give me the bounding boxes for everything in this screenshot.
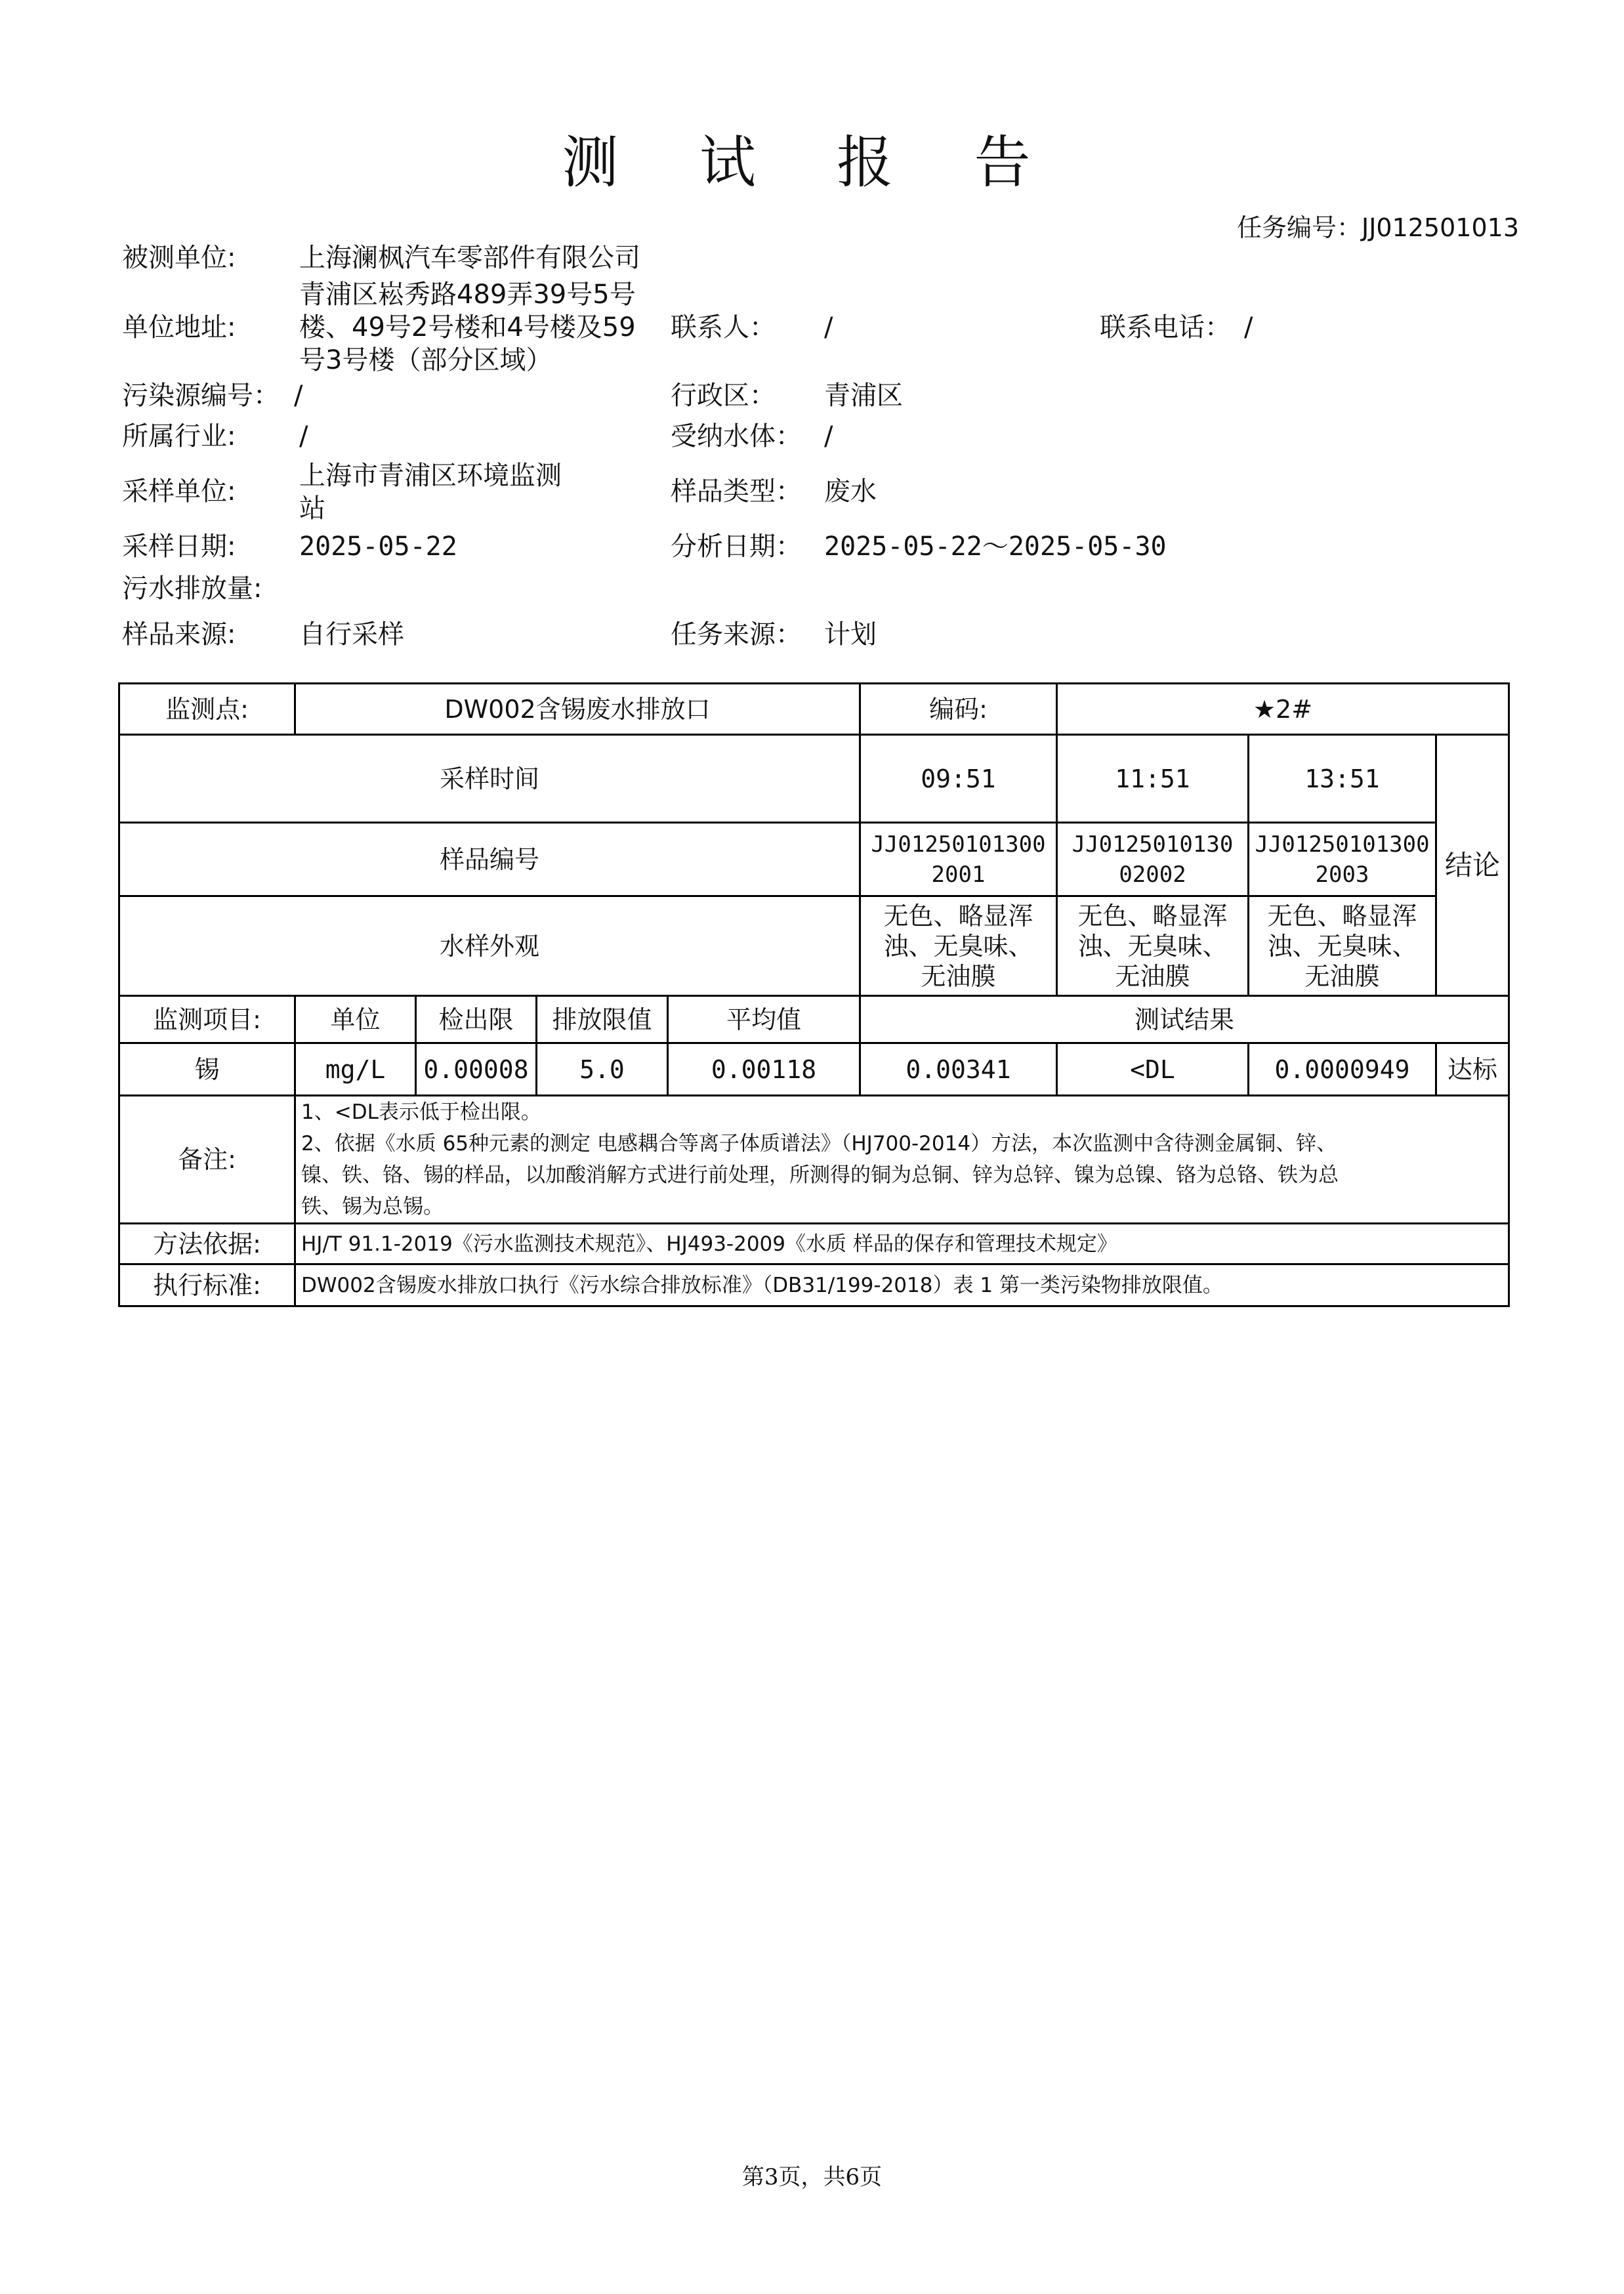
sample-no-1: JJ01250101300 2001 xyxy=(860,823,1057,896)
sample-no-row xyxy=(119,823,1509,896)
sample-no-2: JJ0125010130 02002 xyxy=(1057,823,1249,896)
page-indicator: 第3页，共6页 xyxy=(741,2164,883,2190)
item-cell: 锡 xyxy=(119,1043,295,1096)
average-header: 平均值 xyxy=(668,996,860,1043)
phone-value: / xyxy=(1244,312,1253,343)
task-number: 任务编号：JJ012501013 xyxy=(1236,213,1519,242)
receiving-value: / xyxy=(824,421,833,451)
sample-type-label: 样品类型： xyxy=(671,476,802,507)
results-header: 测试结果 xyxy=(860,996,1509,1043)
industry-label: 所属行业: xyxy=(122,421,236,451)
appearance-1: 无色、略显浑 浊、无臭味、 无油膜 xyxy=(860,896,1057,996)
report-title: 测 试 报 告 xyxy=(562,130,1062,196)
average-cell: 0.00118 xyxy=(668,1043,860,1096)
task-source-value: 计划 xyxy=(824,619,877,650)
phone-label: 联系电话： xyxy=(1100,312,1231,343)
method-label: 方法依据: xyxy=(119,1224,295,1264)
unit-header: 单位 xyxy=(295,996,416,1043)
header-row xyxy=(119,996,1509,1043)
time-2: 11:51 xyxy=(1057,735,1249,823)
detection-limit-header: 检出限 xyxy=(416,996,537,1043)
sample-no-3: JJ01250101300 2003 xyxy=(1249,823,1436,896)
sample-time-row xyxy=(119,735,1509,823)
analysis-date-label: 分析日期： xyxy=(671,532,802,562)
contact-value: / xyxy=(824,312,833,343)
time-1: 09:51 xyxy=(860,735,1057,823)
conclusion-label: 结论 xyxy=(1436,735,1509,996)
discharge-limit-header: 排放限值 xyxy=(537,996,668,1043)
method-value: HJ/T 91.1-2019《污水监测技术规范》、HJ493-2009《水质 样品的保存和管理技术规定》 xyxy=(295,1224,1509,1264)
result-2-cell: <DL xyxy=(1057,1043,1249,1096)
result-1-cell: 0.00341 xyxy=(860,1043,1057,1096)
standard-label: 执行标准: xyxy=(119,1264,295,1306)
pollution-no-value: / xyxy=(294,381,303,411)
sample-no-label: 样品编号 xyxy=(119,823,860,896)
appearance-3: 无色、略显浑 浊、无臭味、 无油膜 xyxy=(1249,896,1436,996)
time-label: 采样时间 xyxy=(119,735,860,823)
sampler-label: 采样单位: xyxy=(122,476,236,507)
result-3-cell: 0.0000949 xyxy=(1249,1043,1436,1096)
sampler-line-1: 上海市青浦区环境监测 xyxy=(299,461,562,491)
conclusion-cell: 达标 xyxy=(1436,1043,1509,1096)
unit-value: 上海澜枫汽车零部件有限公司 xyxy=(299,243,640,273)
point-value: DW002含锡废水排放口 xyxy=(295,684,860,735)
detection-limit-cell: 0.00008 xyxy=(416,1043,537,1096)
pollution-no-label: 污染源编号： xyxy=(122,381,280,411)
item-header: 监测项目: xyxy=(119,996,295,1043)
address-line-3: 号3号楼（部分区域） xyxy=(299,345,552,375)
results-table xyxy=(118,682,1510,1307)
contact-label: 联系人： xyxy=(671,312,776,343)
remarks-label: 备注: xyxy=(119,1096,295,1224)
district-value: 青浦区 xyxy=(824,381,903,411)
sampler-line-2: 站 xyxy=(299,493,325,524)
remarks-row xyxy=(119,1096,1509,1224)
sample-date-label: 采样日期: xyxy=(122,532,236,562)
standard-value: DW002含锡废水排放口执行《污水综合排放标准》（DB31/199-2018）表 1 第一类污染物排放限值。 xyxy=(295,1264,1509,1306)
industry-value: / xyxy=(299,421,308,451)
unit-label: 被测单位: xyxy=(122,243,236,273)
address-label: 单位地址: xyxy=(122,312,236,343)
method-row xyxy=(119,1224,1509,1264)
code-label: 编码: xyxy=(860,684,1057,735)
table-row xyxy=(119,1043,1509,1096)
remarks-text: 1、<DL表示低于检出限。 2、依据《水质 65种元素的测定 电感耦合等离子体质谱法》（HJ700-2014）方法，本次监测中含待测金属铜、锌、 镍、铁、铬、锡的样品，以加酸消解方式进行前处理，所测得的铜为总铜、锌为总锌、镍为总镍、铬为总铬、铁为总 铁、锡为总锡。 xyxy=(295,1096,1509,1224)
monitor-point-row xyxy=(119,684,1509,735)
discharge-label: 污水排放量: xyxy=(122,574,262,604)
receiving-label: 受纳水体： xyxy=(671,421,802,451)
time-3: 13:51 xyxy=(1249,735,1436,823)
point-label: 监测点: xyxy=(119,684,295,735)
source-label: 样品来源: xyxy=(122,619,236,650)
analysis-date-value: 2025-05-22～2025-05-30 xyxy=(824,532,1167,562)
sample-date-value: 2025-05-22 xyxy=(299,532,457,562)
discharge-limit-cell: 5.0 xyxy=(537,1043,668,1096)
task-source-label: 任务来源： xyxy=(671,619,802,650)
code-value: ★2# xyxy=(1057,684,1509,735)
appearance-2: 无色、略显浑 浊、无臭味、 无油膜 xyxy=(1057,896,1249,996)
source-value: 自行采样 xyxy=(299,619,404,650)
standard-row xyxy=(119,1264,1509,1306)
address-line-2: 楼、49号2号楼和4号楼及59 xyxy=(299,312,636,343)
appearance-row xyxy=(119,896,1509,996)
unit-cell: mg/L xyxy=(295,1043,416,1096)
address-line-1: 青浦区崧秀路489弄39号5号 xyxy=(299,280,636,310)
sample-type-value: 废水 xyxy=(824,476,877,507)
appearance-label: 水样外观 xyxy=(119,896,860,996)
district-label: 行政区： xyxy=(671,381,776,411)
